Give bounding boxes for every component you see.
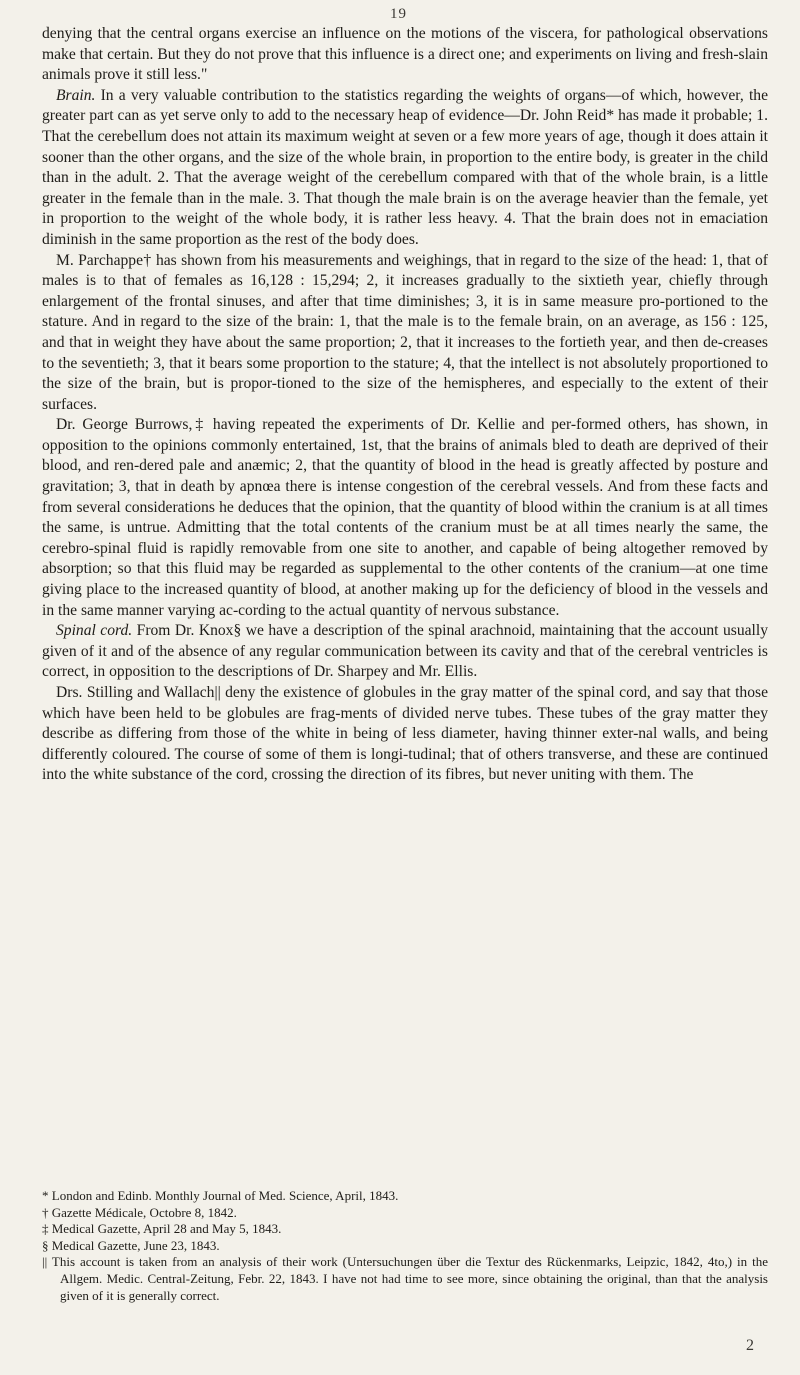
section-heading-spinal-cord: Spinal cord.	[56, 622, 133, 640]
section-heading-brain: Brain.	[56, 86, 96, 104]
paragraph-spinal-cord	[42, 621, 768, 683]
footnote: * London and Edinb. Monthly Journal of Med. Science, April, 1843.	[42, 1188, 399, 1203]
paragraph-stilling-wallach: Drs. Stilling and Wallach|| deny the existence of globules in the gray matter of the spinal cord, and say that those which have been held to be globules are frag-ments of divided nerve tubes. These tubes of the gray matter they describe as differing from those of the white in being of less diameter, having thinner exter-nal walls, and being differently coloured. The course of some of them is longi-tudinal; that of others transverse, and these are continued into the white substance of the cord, crossing the direction of its fibres, but never uniting with them. The	[42, 684, 768, 784]
paragraph-burrows: Dr. George Burrows,‡ having repeated the experiments of Dr. Kellie and per-formed others, has shown, in opposition to the opinions commonly entertained, 1st, that the brains of animals bled to death are deprived of their blood, and ren-dered pale and anæmic; 2, that the quantity of blood in the head is greatly affected by posture and gravitation; 3, that in death by apnœa there is intense congestion of the cerebral vessels. And from these facts and from several considerations he deduces that the opinion, that the quantity of blood within the cranium is at all times the same, is untrue. Admitting that the total contents of the cranium must be at all times nearly the same, the cerebro-spinal fluid is rapidly removable from one site to another, and capable of being altogether removed by absorption; so that this fluid may be regarded as supplemental to the other contents of the cranium—at one time giving place to the increased quantity of blood, at another making up for the deficiency of blood in the vessels and in the same manner varying ac-cording to the actual quantity of nervous substance.	[42, 416, 768, 619]
footnote: § Medical Gazette, June 23, 1843.	[42, 1237, 220, 1253]
paragraph-brain	[42, 86, 768, 251]
paragraph-parchappe: M. Parchappe† has shown from his measurements and weighings, that in regard to the size of the head: 1, that of males is to that of females as 16,128 : 15,294; 2, it increases gradually to the sixtieth year, chiefly through enlargement of the frontal sinuses, and after that time diminishes; 3, it is in same measure pro-portioned to the stature. And in regard to the size of the brain: 1, that the male is to the female brain, on an average, as 156 : 125, and that in weight they have about the same proportion; 2, that it increases to the fortieth year, and then de-creases to the seventieth; 3, that it bears some proportion to the stature; 4, that the intellect is not absolutely proportioned to the size of the brain, but is propor-tioned to the size of the hemispheres, and especially to the extent of their surfaces.	[42, 251, 768, 413]
signature-mark: 2	[746, 1337, 754, 1354]
paragraph-brain-text: In a very valuable contribution to the statistics regarding the weights of organs—of which, however, the greater part can as yet serve only to add to the necessary heap of evidence—Dr. John Reid* has made it probable; 1. That the cerebellum does not attain its maximum weight at seven or a few more years of age, though it does attain it sooner than the other organs, and the size of the whole brain, in proportion to the entire body, is greater in the child than in the adult. 2. That the average weight of the cerebellum compared with that of the whole brain, is a little greater in the female than in the male. 3. That though the male brain is on the average heavier than the female, yet in proportion to the weight of the whole body, it is rather less heavy. 4. That the brain does not in emaciation diminish in the same proportion as the rest of the body does.	[42, 86, 768, 248]
body-text	[42, 24, 768, 786]
footnote: ‡ Medical Gazette, April 28 and May 5, 1843.	[42, 1221, 282, 1237]
paragraph-spinal-cord-text: From Dr. Knox§ we have a description of the spinal arachnoid, maintaining that the account usually given of it and of the absence of any regular communication between its cavity and that of the cerebral ventricles is correct, in opposition to the descriptions of Dr. Sharpey and Mr. Ellis.	[42, 622, 768, 681]
footnotes	[42, 1188, 768, 1304]
page-number: 19	[390, 6, 407, 22]
footnote: † Gazette Médicale, Octobre 8, 1842.	[42, 1204, 237, 1220]
paragraph-viscera: denying that the central organs exercise an influence on the motions of the viscera, for pathological observations make that certain. But they do not prove that this influence is a direct one; and experiments on living and fresh-slain animals prove it still less."	[42, 25, 768, 84]
footnote: || This account is taken from an analysis of their work (Untersuchungen über die Textur des Rückenmarks, Leipzic, 1842, 4to,) in the Allgem. Medic. Central-Zeitung, Febr. 22, 1843. I have not had time to see more, since obtaining the original, than that the analysis given of it is generally correct.	[42, 1254, 768, 1303]
